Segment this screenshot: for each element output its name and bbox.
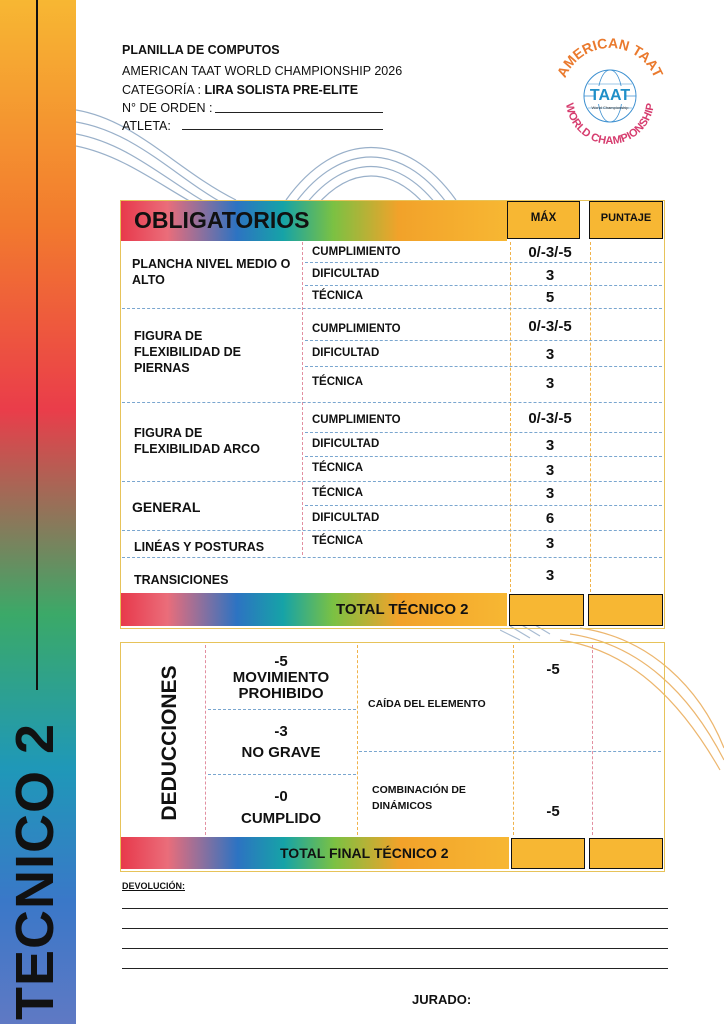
side-divider-line bbox=[36, 0, 38, 690]
criterion-label: TÉCNICA bbox=[312, 535, 364, 547]
row-divider bbox=[208, 709, 356, 710]
event-name: AMERICAN TAAT WORLD CHAMPIONSHIP 2026 bbox=[122, 64, 403, 78]
deduction-right-label: COMBINACIÓN DE DINÁMICOS bbox=[372, 784, 466, 812]
max-value: 3 bbox=[545, 437, 555, 454]
group-divider bbox=[122, 530, 662, 531]
row-divider bbox=[305, 262, 662, 263]
group-divider bbox=[122, 481, 662, 482]
score-header-label: PUNTAJE bbox=[600, 212, 652, 224]
athlete-field[interactable] bbox=[182, 129, 383, 130]
side-title: TECNICO 2 bbox=[5, 722, 65, 1020]
deduction-label: NO GRAVE bbox=[241, 744, 321, 761]
final-total-score-box[interactable] bbox=[589, 838, 663, 869]
max-value: 0/-3/-5 bbox=[528, 318, 572, 335]
max-header-label: MÁX bbox=[530, 212, 557, 224]
championship-logo bbox=[548, 34, 672, 158]
group-divider bbox=[122, 557, 662, 558]
deduction-value: -5 bbox=[274, 653, 288, 670]
group-name: FIGURA DE FLEXIBILIDAD DE PIERNAS bbox=[134, 329, 241, 375]
devolucion-line[interactable] bbox=[122, 968, 668, 969]
category-value: LIRA SOLISTA PRE-ELITE bbox=[204, 83, 359, 97]
criterion-label: CUMPLIMIENTO bbox=[312, 323, 401, 335]
logo-bottom-text: WORLD CHAMPIONSHIP bbox=[562, 102, 657, 148]
max-value: 0/-3/-5 bbox=[528, 244, 572, 261]
category-row bbox=[122, 83, 358, 97]
criterion-label: DIFICULTAD bbox=[312, 438, 380, 450]
total-score-box[interactable] bbox=[588, 594, 663, 626]
row-divider bbox=[359, 751, 661, 752]
deduction-label: MOVIMIENTO PROHIBIDO bbox=[232, 669, 330, 702]
col-separator bbox=[302, 242, 303, 555]
athlete-label: ATLETA: bbox=[122, 119, 171, 133]
criterion-label: DIFICULTAD bbox=[312, 347, 380, 359]
logo-center-text: TAAT bbox=[589, 87, 631, 104]
max-value: 3 bbox=[545, 485, 555, 502]
col-separator bbox=[592, 645, 593, 835]
deducciones-heading: DEDUCCIONES bbox=[158, 665, 181, 821]
total-label: TOTAL TÉCNICO 2 bbox=[336, 601, 469, 618]
deduction-value: -3 bbox=[274, 723, 288, 740]
deduction-label: CUMPLIDO bbox=[241, 810, 321, 827]
col-separator bbox=[357, 645, 358, 835]
col-separator bbox=[205, 645, 206, 835]
final-total-max-box[interactable] bbox=[511, 838, 585, 869]
row-divider bbox=[305, 432, 662, 433]
group-divider bbox=[122, 308, 662, 309]
row-divider bbox=[305, 285, 662, 286]
form-title: PLANILLA DE COMPUTOS bbox=[122, 43, 280, 57]
criterion-label: DIFICULTAD bbox=[312, 512, 380, 524]
criterion-label: TÉCNICA bbox=[312, 487, 364, 499]
group-name: TRANSICIONES bbox=[134, 573, 229, 587]
criterion-label: CUMPLIMIENTO bbox=[312, 414, 401, 426]
order-field[interactable] bbox=[215, 112, 383, 113]
obligatorios-heading: OBLIGATORIOS bbox=[134, 207, 310, 233]
deduction-right-label: CAÍDA DEL ELEMENTO bbox=[368, 698, 486, 710]
logo-top-text: AMERICAN TAAT bbox=[553, 34, 667, 80]
max-value: 5 bbox=[545, 289, 555, 306]
devolucion-line[interactable] bbox=[122, 908, 668, 909]
criterion-label: DIFICULTAD bbox=[312, 268, 380, 280]
group-divider bbox=[122, 402, 662, 403]
jurado-label: JURADO: bbox=[412, 992, 472, 1007]
deduction-right-value: -5 bbox=[546, 661, 560, 678]
max-value: 3 bbox=[545, 346, 555, 363]
row-divider bbox=[305, 505, 662, 506]
criterion-label: TÉCNICA bbox=[312, 376, 364, 388]
row-divider bbox=[305, 366, 662, 367]
group-name: PLANCHA NIVEL MEDIO O ALTO bbox=[132, 257, 291, 287]
criterion-label: TÉCNICA bbox=[312, 290, 364, 302]
group-name: FIGURA DE FLEXIBILIDAD ARCO bbox=[134, 426, 260, 456]
total-max-box[interactable] bbox=[509, 594, 584, 626]
devolucion-line[interactable] bbox=[122, 928, 668, 929]
max-value: 3 bbox=[545, 375, 555, 392]
criterion-label: TÉCNICA bbox=[312, 462, 364, 474]
order-label: N° DE ORDEN : bbox=[122, 101, 213, 115]
max-value: 3 bbox=[545, 462, 555, 479]
max-value: 3 bbox=[545, 267, 555, 284]
max-value: 6 bbox=[545, 510, 555, 527]
row-divider bbox=[305, 456, 662, 457]
deduction-right-value: -5 bbox=[546, 803, 560, 820]
row-divider bbox=[305, 340, 662, 341]
category-label: CATEGORÍA : bbox=[122, 83, 201, 97]
svg-text:AMERICAN TAAT bbox=[554, 35, 667, 80]
logo-center-sub: World Championship bbox=[591, 105, 629, 110]
criterion-label: CUMPLIMIENTO bbox=[312, 246, 401, 258]
deduction-value: -0 bbox=[274, 788, 288, 805]
max-value: 3 bbox=[545, 567, 555, 584]
final-total-label: TOTAL FINAL TÉCNICO 2 bbox=[280, 845, 449, 861]
devolucion-line[interactable] bbox=[122, 948, 668, 949]
max-value: 3 bbox=[545, 535, 555, 552]
row-divider bbox=[208, 774, 356, 775]
group-name: LINÉAS Y POSTURAS bbox=[134, 540, 265, 554]
col-separator bbox=[590, 242, 591, 592]
devolucion-label: DEVOLUCIÓN: bbox=[122, 881, 185, 891]
group-name: GENERAL bbox=[132, 499, 201, 515]
max-value: 0/-3/-5 bbox=[528, 410, 572, 427]
